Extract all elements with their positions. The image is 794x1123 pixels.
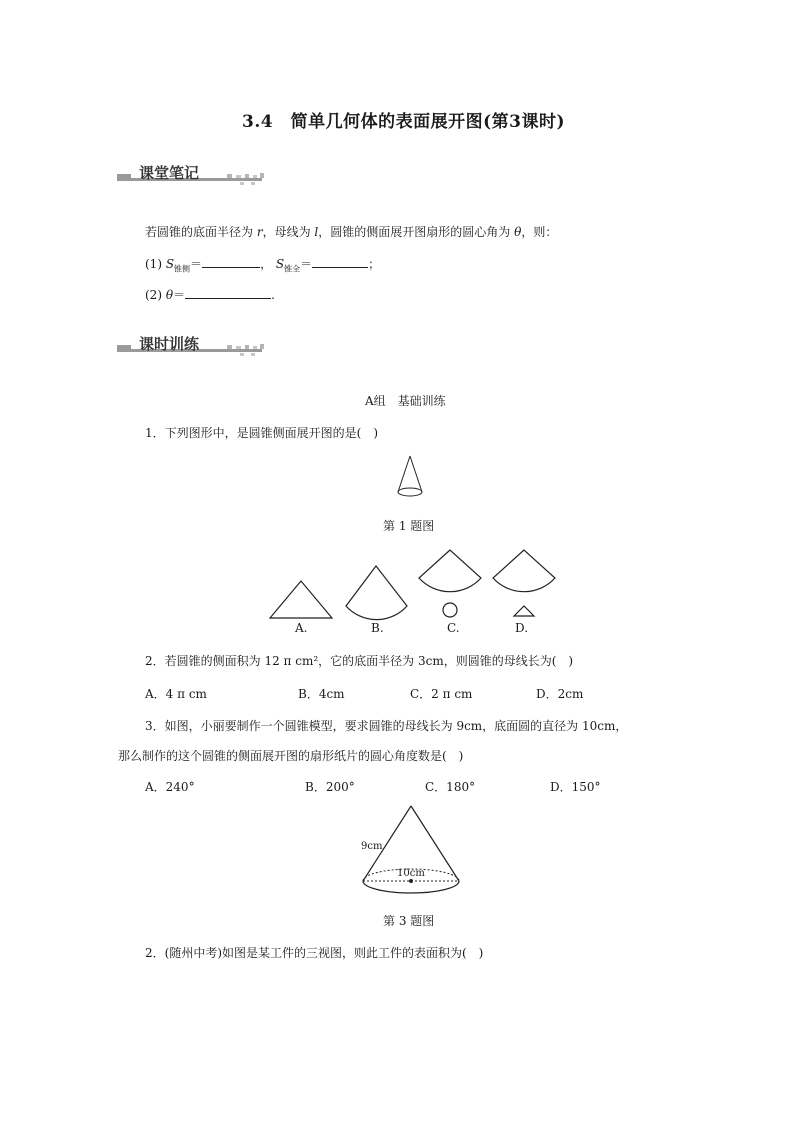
question-3-cone-figure: [360, 804, 470, 900]
question-3-option-a[interactable]: A．240°: [145, 780, 195, 794]
notes-item-2: (2) θ＝ .: [145, 288, 275, 302]
question-4-text: 2．(随州中考)如图是某工件的三视图，则此工件的表面积为( ): [145, 946, 484, 960]
option-a-triangle: [268, 579, 338, 621]
option-d-label: D.: [515, 621, 529, 635]
question-3-slant-label: 9cm: [361, 841, 383, 852]
answer-blank-side-area[interactable]: [202, 255, 260, 268]
section-header-practice: [117, 333, 267, 357]
question-1-text: 1．下列图形中，是圆锥侧面展开图的是( ): [145, 426, 378, 440]
section-tag-notes: 课堂笔记: [139, 164, 200, 182]
question-3-option-c[interactable]: C．180°: [425, 780, 476, 794]
question-2-text: 2．若圆锥的侧面积为 12 π cm²，它的底面半径为 3cm，则圆锥的母线长为( ): [145, 654, 574, 668]
question-3-caption: 第 3 题图: [383, 914, 435, 928]
question-3-option-b[interactable]: B．200°: [305, 780, 355, 794]
option-b-sector: [343, 565, 413, 615]
option-c-label: C.: [447, 621, 460, 635]
question-2-option-a[interactable]: A．4 π cm: [145, 687, 207, 701]
question-1-cone-figure: [392, 454, 432, 502]
section-tag-practice: 课时训练: [139, 335, 200, 353]
notes-item-1: (1) $S_{锥侧}=$ ， $S_{锥全}=$ ；: [145, 257, 381, 274]
answer-blank-angle[interactable]: [185, 286, 271, 299]
option-b-label: B.: [371, 621, 384, 635]
option-a-label: A.: [295, 621, 308, 635]
question-2-option-d[interactable]: D．2cm: [536, 687, 584, 701]
group-heading: A组 基础训练: [365, 394, 446, 408]
option-d-sector-triangle: [491, 548, 561, 618]
question-2-option-c[interactable]: C．2 π cm: [410, 687, 473, 701]
question-1-caption: 第 1 题图: [383, 519, 435, 533]
notes-intro: 若圆锥的底面半径为 r，母线为 l，圆锥的侧面展开图扇形的圆心角为 θ，则：: [145, 225, 558, 239]
section-header-notes: [117, 162, 267, 186]
question-2-option-b[interactable]: B．4cm: [298, 687, 345, 701]
question-3-option-d[interactable]: D．150°: [550, 780, 601, 794]
option-c-sector-circle: [417, 548, 487, 618]
question-3-text-line-2: 那么制作的这个圆锥的侧面展开图的扇形纸片的圆心角度数是( ): [118, 749, 464, 763]
answer-blank-total-area[interactable]: [312, 255, 368, 268]
question-3-text-line-1: 3．如图，小丽要制作一个圆锥模型，要求圆锥的母线长为 9cm，底面圆的直径为 10cm，: [145, 719, 628, 733]
question-3-diameter-label: 10cm: [397, 868, 425, 879]
page-title: 3.4 简单几何体的表面展开图(第3课时): [242, 112, 565, 132]
